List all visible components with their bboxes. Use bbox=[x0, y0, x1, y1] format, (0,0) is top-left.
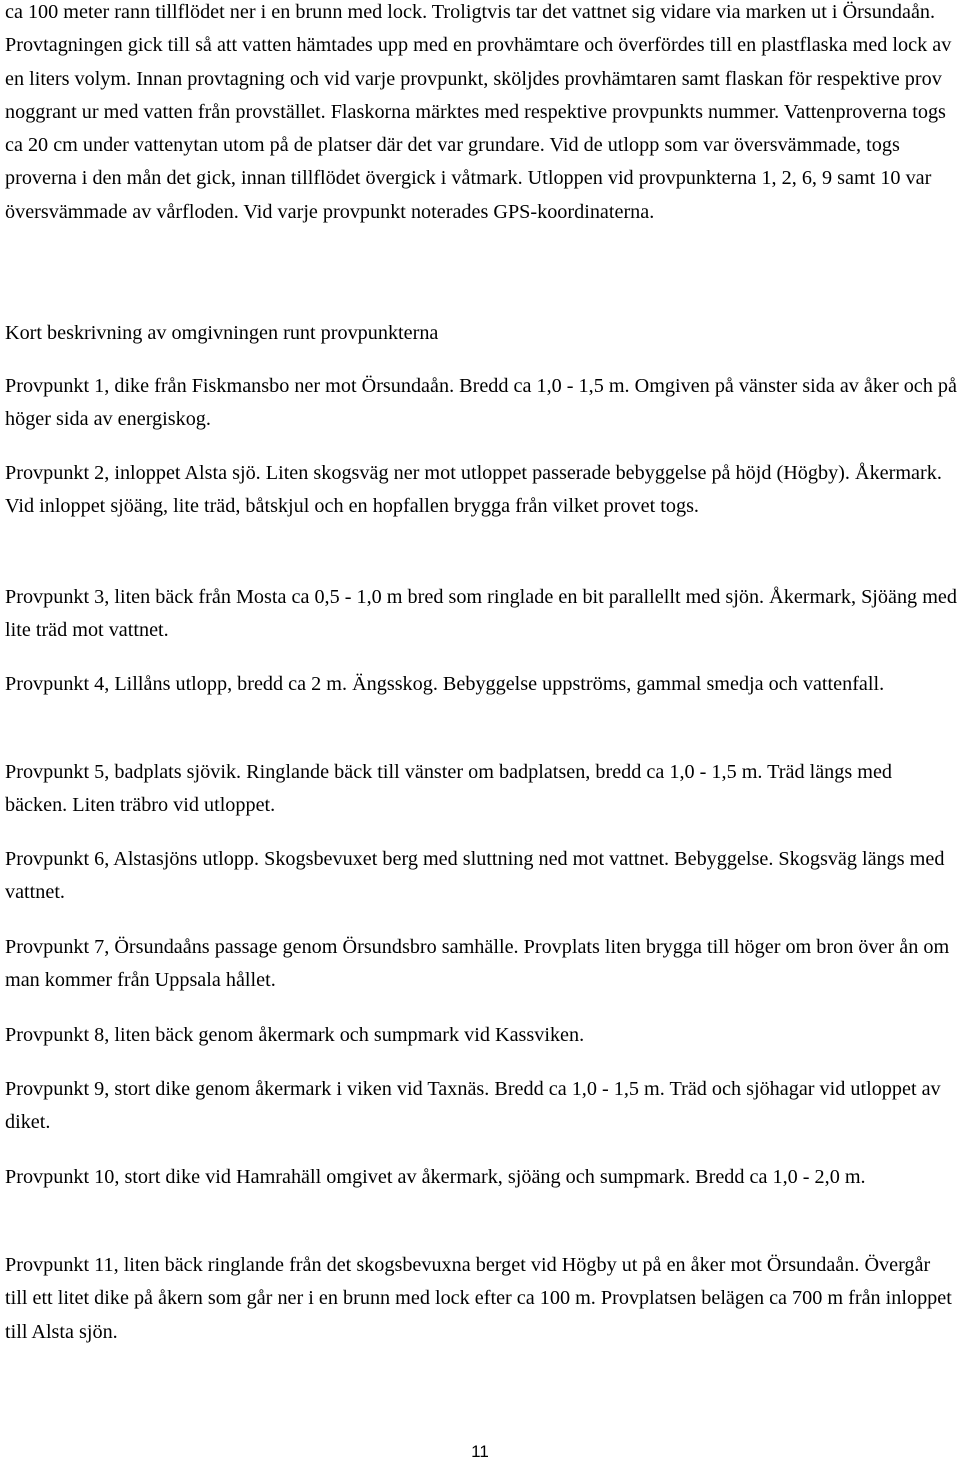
section-heading: Kort beskrivning av omgivningen runt provpunkterna bbox=[5, 322, 439, 344]
sample-point-1: Provpunkt 1, dike från Fiskmansbo ner mot Örsundaån. Bredd ca 1,0 - 1,5 m. Omgiven på vänster sida av åker och på höger sida av energiskog. bbox=[5, 375, 957, 431]
sample-point-8: Provpunkt 8, liten bäck genom åkermark och sumpmark vid Kassviken. bbox=[5, 1024, 585, 1046]
intro-paragraph: ca 100 meter rann tillflödet ner i en brunn med lock. Troligtvis tar det vattnet sig vidare via marken ut i Örsundaån. Provtagningen gick till så att vatten hämtades upp med en provhämtare och överfördes till en plastflaska med lock av en liters volym. Innan provtagning och vid varje provpunkt, sköljdes provhämtaren samt flaskan för respektive prov noggrant ur med vatten från provstället. Flaskorna märktes med respektive provpunkts nummer. Vattenproverna togs ca 20 cm under vattenytan utom på de platser där det var grundare. Vid de utlopp som var översvämmade, togs proverna i den mån det gick, innan tillflödet övergick i våtmark. Utloppen vid provpunkterna 1, 2, 6, 9 samt 10 var översvämmade av vårfloden. Vid varje provpunkt noterades GPS-koordinaterna. bbox=[5, 1, 952, 223]
sample-point-11: Provpunkt 11, liten bäck ringlande från det skogsbevuxna berget vid Högby ut på en åker mot Örsundaån. Övergår till ett litet dike på åkern som går ner i en brunn med lock efter ca 100 m. Provplatsen belägen ca 700 m från inloppet till Alsta sjön. bbox=[5, 1254, 952, 1343]
sample-point-4: Provpunkt 4, Lillåns utlopp, bredd ca 2 m. Ängsskog. Bebyggelse uppströms, gammal smedja och vattenfall. bbox=[5, 673, 885, 695]
page-number: 11 bbox=[471, 1442, 489, 1461]
sample-point-6: Provpunkt 6, Alstasjöns utlopp. Skogsbevuxet berg med sluttning ned mot vattnet. Bebyggelse. Skogsväg längs med vattnet. bbox=[5, 848, 945, 904]
sample-point-7: Provpunkt 7, Örsundaåns passage genom Örsundsbro samhälle. Provplats liten brygga till höger om bron över ån om man kommer från Uppsala hållet. bbox=[5, 936, 950, 992]
sample-point-2: Provpunkt 2, inloppet Alsta sjö. Liten skogsväg ner mot utloppet passerade bebyggelse på höjd (Högby). Åkermark. Vid inloppet sjöäng, lite träd, båtskjul och en hopfallen brygga från vilket provet togs. bbox=[5, 462, 942, 518]
sample-point-3: Provpunkt 3, liten bäck från Mosta ca 0,5 - 1,0 m bred som ringlade en bit parallellt med sjön. Åkermark, Sjöäng med lite träd mot vattnet. bbox=[5, 586, 957, 642]
sample-point-9: Provpunkt 9, stort dike genom åkermark i viken vid Taxnäs. Bredd ca 1,0 - 1,5 m. Träd och sjöhagar vid utloppet av diket. bbox=[5, 1078, 941, 1134]
sample-point-5: Provpunkt 5, badplats sjövik. Ringlande bäck till vänster om badplatsen, bredd ca 1,0 - 1,5 m. Träd längs med bäcken. Liten träbro vid utloppet. bbox=[5, 761, 892, 817]
sample-point-10: Provpunkt 10, stort dike vid Hamrahäll omgivet av åkermark, sjöäng och sumpmark. Bredd ca 1,0 - 2,0 m. bbox=[5, 1166, 866, 1188]
